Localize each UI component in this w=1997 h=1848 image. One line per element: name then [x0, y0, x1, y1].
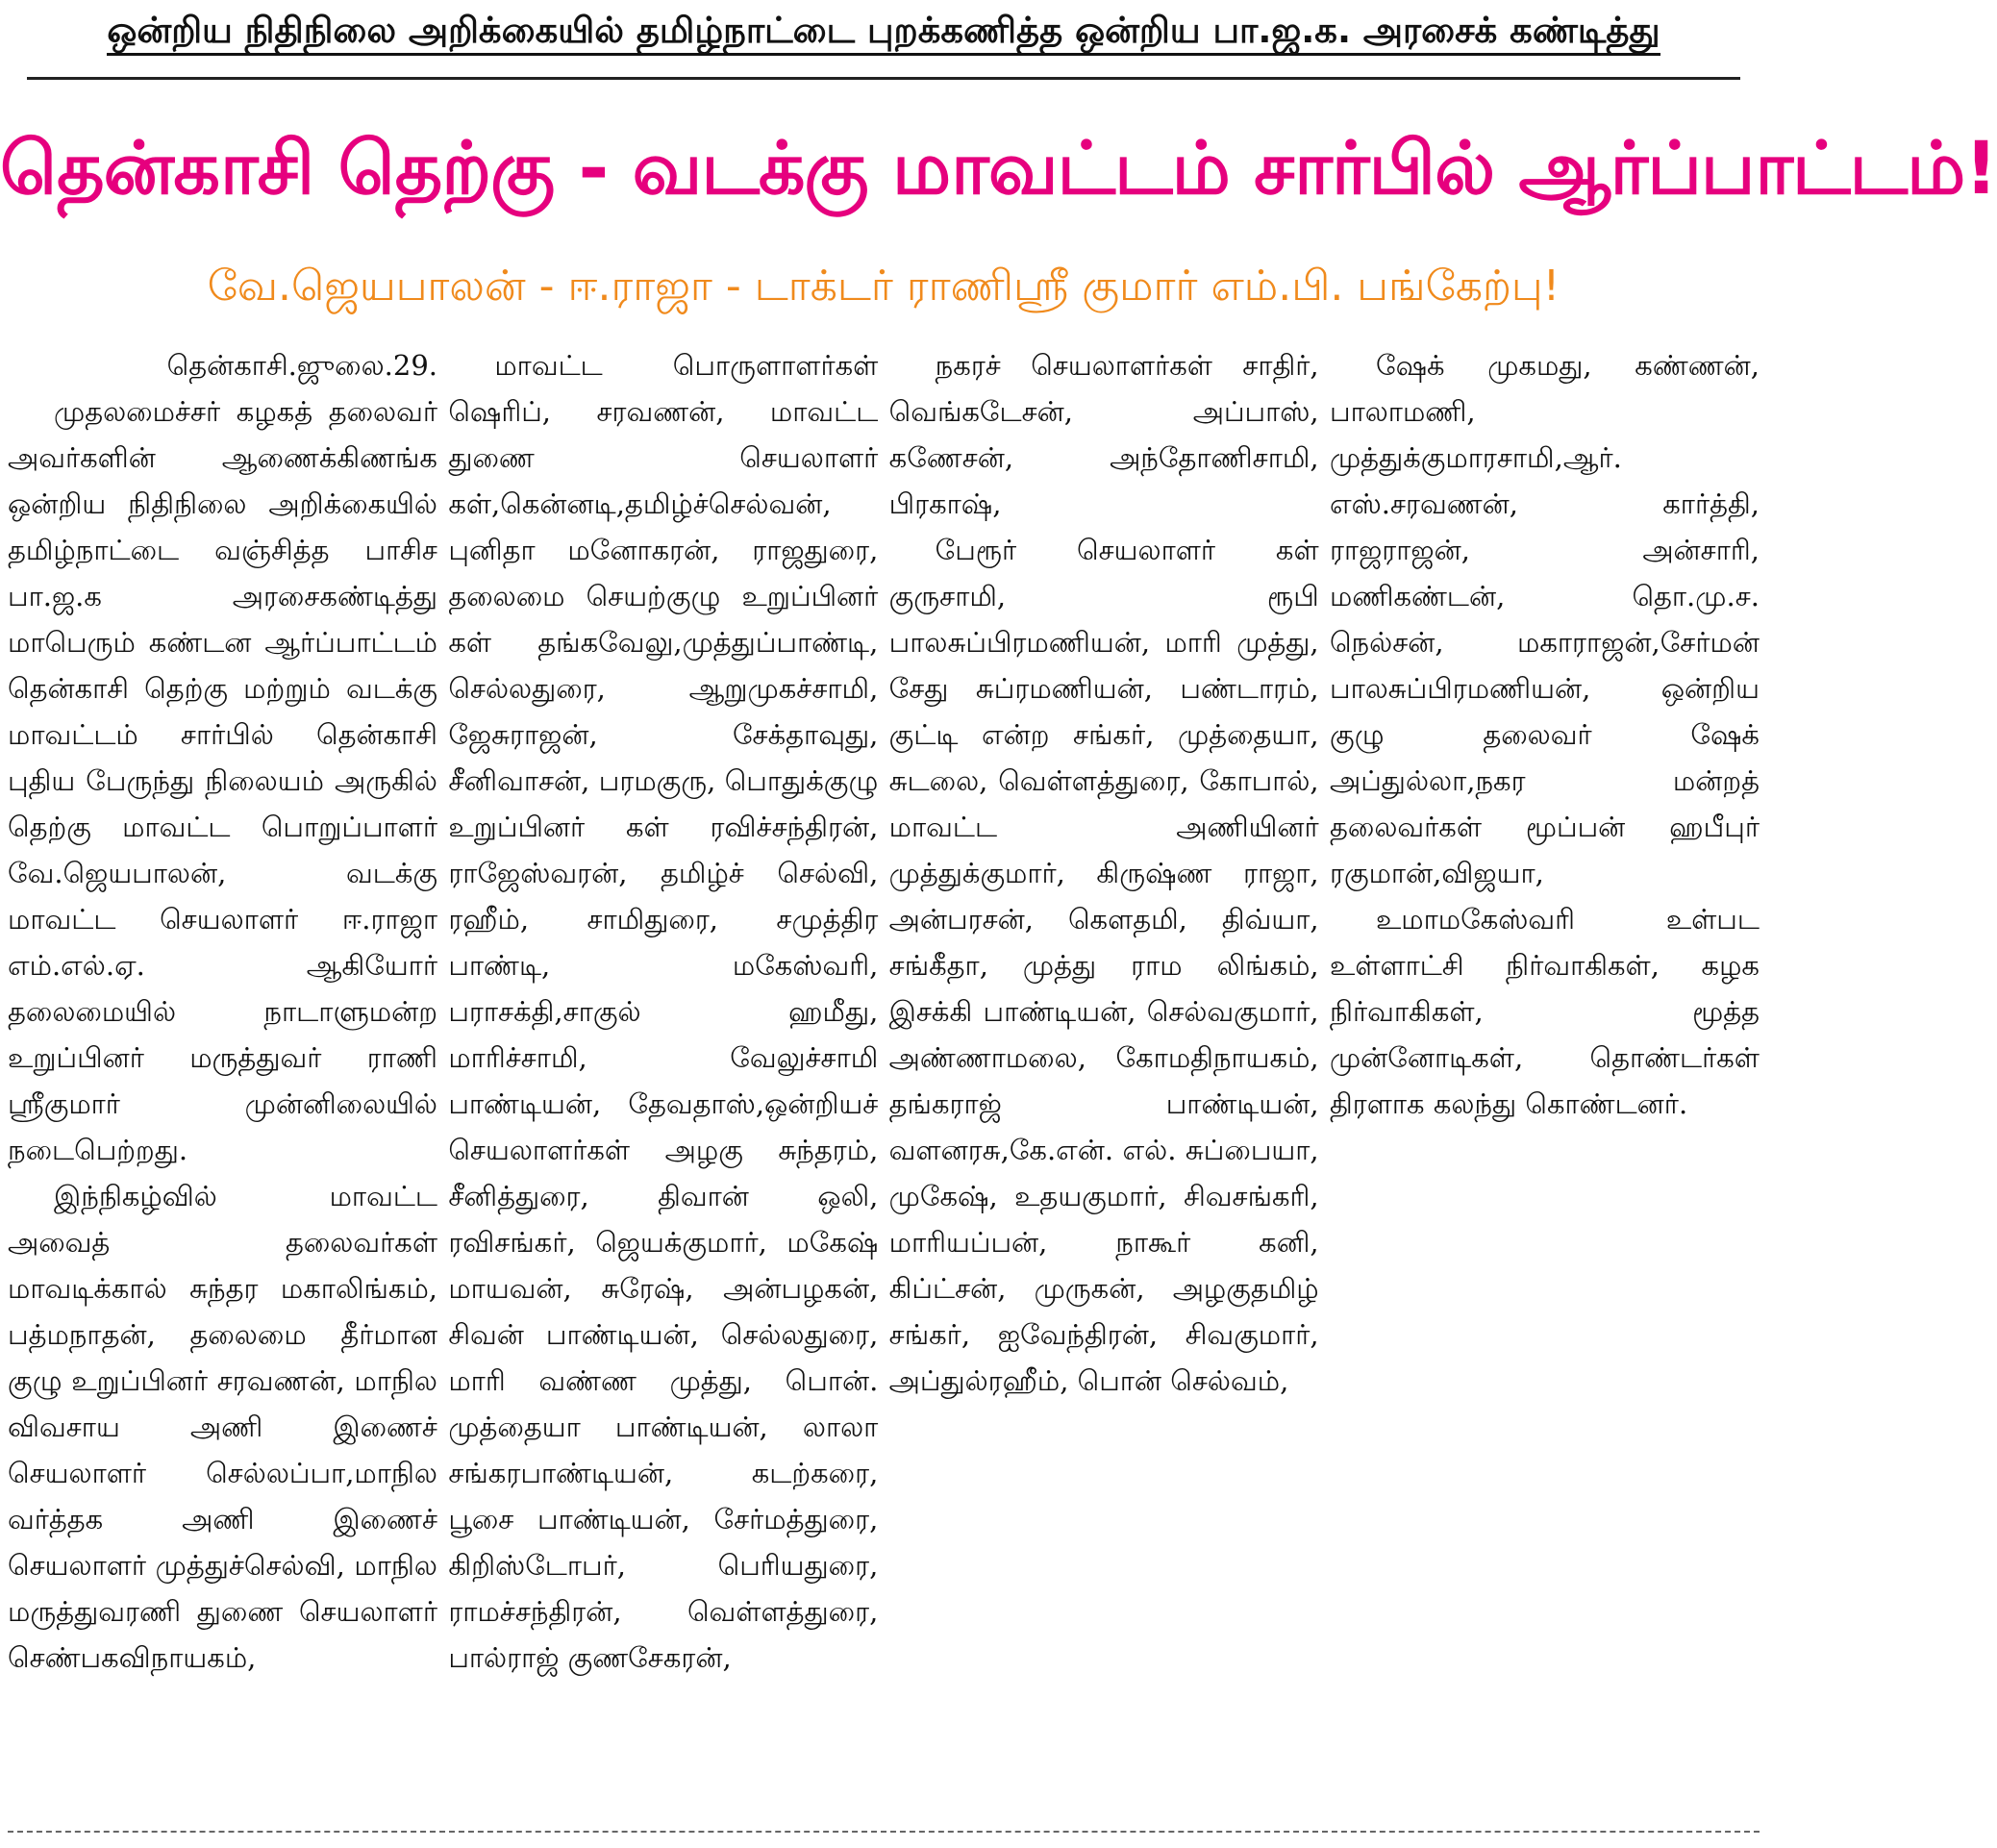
body-paragraph: ஷேக் முகமது, கண்ணன், பாலாமணி, முத்துக்குமாரசாமி,ஆர். எஸ்.சரவணன், கார்த்தி, ராஜராஜன், அன்சாரி, மணிகண்டன், தொ.மு.ச. நெல்சன், மகாராஜன்,சேர்மன் பாலசுப்பிரமணியன், ஒன்றிய குழு தலைவர் ஷேக் அப்துல்லா,நகர மன்றத் தலைவர்கள் மூப்பன் ஹபீபுர் ரகுமான்,விஜயா, — [1329, 349, 1760, 889]
body-column-1 — [8, 342, 437, 1806]
bottom-dashed-rule — [8, 1831, 1760, 1833]
kicker-text: ஒன்றிய நிதிநிலை அறிக்கையில் தமிழ்நாட்டை புறக்கணித்த ஒன்றிய பா.ஜ.க. அரசைக் கண்டித்து — [107, 10, 1660, 56]
dateline: தென்காசி.ஜுலை.29. — [166, 349, 437, 382]
top-rule — [27, 77, 1740, 80]
subheadline: வே.ஜெயபாலன் - ஈ.ராஜா - டாக்டர் ராணிஸ்ரீ குமார் எம்.பி. பங்கேற்பு! — [207, 262, 1560, 311]
headline: தென்காசி தெற்கு - வடக்கு மாவட்டம் சார்பில் ஆர்ப்பாட்டம்! — [0, 125, 1997, 211]
body-paragraph: நகரச் செயலாளர்கள் சாதிர், வெங்கடேசன், அப்பாஸ், கணேசன், அந்தோணிசாமி, பிரகாஷ், — [888, 349, 1319, 520]
body-paragraph: இந்நிகழ்வில் மாவட்ட அவைத் தலைவர்கள் மாவடிக்கால் சுந்தர மகாலிங்கம், பத்மநாதன், தலைமை தீர்மான குழு உறுப்பினர் சரவணன், மாநில விவசாய அணி இணைச் செயலாளர் செல்லப்பா,மாநில வர்த்தக அணி இணைச் செயலாளர் முத்துச்செல்வி, மாநில மருத்துவரணி துணை செயலாளர் செண்பகவிநாயகம், — [8, 1180, 437, 1674]
body-paragraph: மாவட்ட பொருளாளர்கள் ஷெரிப், சரவணன், மாவட்ட துணை செயலாளர் கள்,கென்னடி,தமிழ்ச்செல்வன், புனிதா மனோகரன், ராஜதுரை, தலைமை செயற்குழு உறுப்பினர் கள் தங்கவேலு,முத்துப்பாண்டி, செல்லதுரை, ஆறுமுகச்சாமி, ஜேசுராஜன், சேக்தாவுது, சீனிவாசன், பரமகுரு, பொதுக்குழு உறுப்பினர் கள் ரவிச்சந்திரன், ராஜேஸ்வரன், தமிழ்ச் செல்வி, ரஹீம், சாமிதுரை, சமுத்திர பாண்டி, மகேஸ்வரி, பராசக்தி,சாகுல் ஹமீது, மாரிச்சாமி, வேலுச்சாமி பாண்டியன், தேவதாஸ்,ஒன்றியச் செயலாளர்கள் அழகு சுந்தரம், சீனித்துரை, திவான் ஒலி, ரவிசங்கர், ஜெயக்குமார், மகேஷ் மாயவன், சுரேஷ், அன்பழகன், சிவன் பாண்டியன், செல்லதுரை, மாரி வண்ண முத்து, பொன். முத்தையா பாண்டியன், லாலா சங்கரபாண்டியன், கடற்கரை, பூசை பாண்டியன், சேர்மத்துரை, கிறிஸ்டோபர், பெரியதுரை, ராமச்சந்திரன், வெள்ளத்துரை, பால்ராஜ் குணசேகரன், — [448, 349, 879, 1674]
article-body — [8, 342, 1760, 1806]
kicker-line — [0, 0, 1767, 77]
body-column-2 — [448, 342, 878, 1806]
body-paragraph: பேரூர் செயலாளர் கள் குருசாமி, ரூபி பாலசுப்பிரமணியன், மாரி முத்து, சேது சுப்ரமணியன், பண்டாரம், குட்டி என்ற சங்கர், முத்தையா, சுடலை, வெள்ளத்துரை, கோபால், மாவட்ட அணியினர் முத்துக்குமார், கிருஷ்ண ராஜா, அன்பரசன், கௌதமி, திவ்யா, சங்கீதா, முத்து ராம லிங்கம், இசக்கி பாண்டியன், செல்வகுமார், அண்ணாமலை, கோமதிநாயகம், தங்கராஜ் பாண்டியன், வளனரசு,கே.என். எல். சுப்பையா, முகேஷ், உதயகுமார், சிவசங்கரி, மாரியப்பன், நாகூர் கனி, கிப்ட்சன், முருகன், அழகுதமிழ் சங்கர், ஐவேந்திரன், சிவகுமார், அப்துல்ரஹீம், பொன் செல்வம், — [888, 534, 1319, 1397]
body-paragraph: முதலமைச்சர் கழகத் தலைவர் அவர்களின் ஆணைக்கிணங்க ஒன்றிய நிதிநிலை அறிக்கையில் தமிழ்நாட்டை வஞ்சித்த பாசிச பா.ஜ.க அரசைகண்டித்து மாபெரும் கண்டன ஆர்ப்பாட்டம் தென்காசி தெற்கு மற்றும் வடக்கு மாவட்டம் சார்பில் தென்காசி புதிய பேருந்து நிலையம் அருகில் தெற்கு மாவட்ட பொறுப்பாளர் வே.ஜெயபாலன், வடக்கு மாவட்ட செயலாளர் ஈ.ராஜா எம்.எல்.ஏ. ஆகியோர் தலைமையில் நாடாளுமன்ற உறுப்பினர் மருத்துவர் ராணி ஸ்ரீகுமார் முன்னிலையில் நடைபெற்றது. — [8, 395, 437, 1166]
body-column-3 — [889, 342, 1319, 1806]
body-column-4 — [1330, 342, 1760, 1806]
body-paragraph: உமாமகேஸ்வரி உள்பட உள்ளாட்சி நிர்வாகிகள், கழக நிர்வாகிகள், மூத்த முன்னோடிகள், தொண்டர்கள் திரளாக கலந்து கொண்டனர். — [1329, 903, 1760, 1120]
dateline-paragraph — [8, 342, 437, 388]
